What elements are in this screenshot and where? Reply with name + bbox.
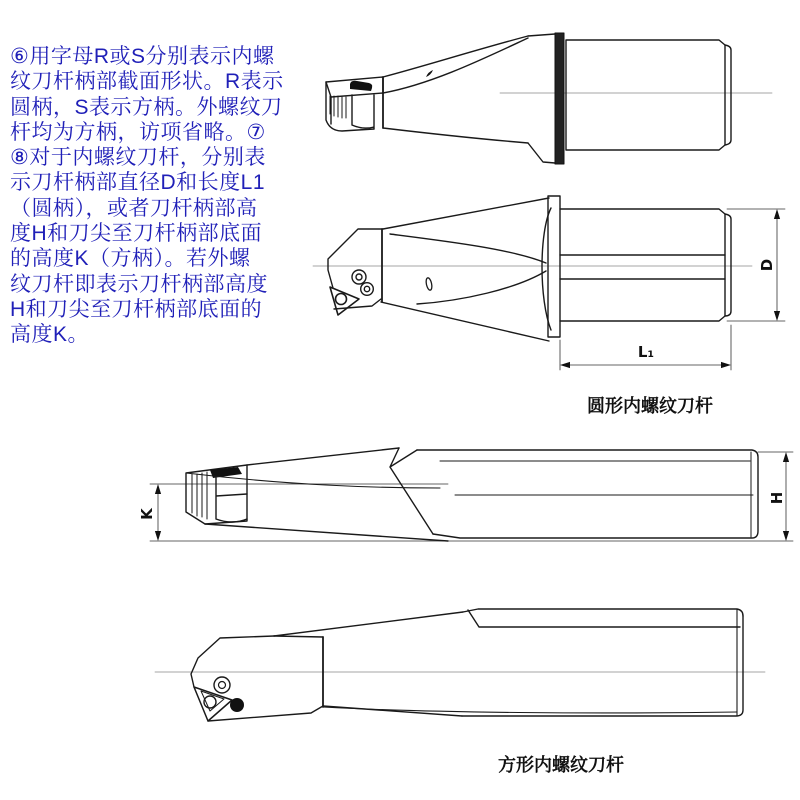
shank-right-bottom	[462, 616, 743, 716]
shank-outline	[560, 209, 725, 321]
shank-end-rim	[725, 214, 731, 316]
taper-curve	[383, 38, 528, 93]
flare-cone	[528, 34, 555, 163]
dim-label-L1: L₁	[637, 343, 655, 361]
taper-top	[383, 198, 549, 229]
head-serrations	[192, 472, 207, 519]
taper-bottom	[381, 302, 549, 341]
tool-head	[328, 229, 383, 288]
annotation-line: 杆均为方柄，访项省略。⑦	[10, 120, 266, 144]
flange-arc	[542, 208, 551, 330]
annotation-line: 纹刀杆即表示刀杆柄部高度	[10, 272, 268, 296]
dimension-D	[727, 209, 785, 321]
clamp-screw	[219, 682, 226, 689]
shank-bottom-back-edge	[323, 707, 737, 713]
figure-round-perspective	[326, 33, 772, 164]
cone-tangent	[390, 234, 546, 263]
taper-top	[247, 448, 399, 465]
annotation-line: 的高度K（方柄）。若外螺	[10, 247, 251, 271]
insert-pocket	[352, 95, 374, 129]
cone-tangent	[417, 271, 546, 304]
cutting-insert	[330, 287, 359, 315]
figure-round-side	[313, 196, 785, 416]
head-serrations	[330, 96, 346, 118]
clamp-screw	[352, 270, 366, 284]
insert-pocket	[216, 478, 247, 522]
taper-bottom	[205, 524, 448, 541]
annotation-line: 圆柄，S表示方柄。外螺纹刀	[10, 95, 283, 119]
dim-label-H: H	[768, 491, 786, 505]
annotation-line: 高度K。	[10, 323, 90, 347]
flange	[548, 196, 560, 337]
annotation-line: 示刀杆柄部直径D和长度L1	[10, 171, 266, 195]
annotation-line: 度H和刀尖至刀杆柄部底面	[10, 222, 263, 246]
annotation-line: （圆柄），或者刀杆柄部高	[10, 196, 258, 220]
annotation-line: H和刀尖至刀杆柄部底面的	[10, 297, 263, 321]
shank-outline	[566, 40, 725, 150]
insert-hole	[336, 294, 347, 305]
extension-line	[727, 209, 785, 321]
annotation-line: ⑧对于内螺纹刀杆，分别表	[10, 146, 266, 170]
clamp-pin	[230, 698, 244, 712]
caption-round: 圆形内螺纹刀杆	[587, 396, 713, 416]
surface-mark	[426, 70, 433, 77]
clamp-screw	[361, 283, 374, 296]
taper-bottom	[383, 128, 528, 143]
clamp-screw	[214, 677, 230, 693]
tool-head	[274, 636, 323, 637]
shank-chamfer-line	[468, 610, 740, 627]
dim-label-D: D	[758, 258, 776, 272]
clamp-screw	[356, 274, 362, 280]
figure-square-perspective	[138, 448, 793, 541]
shank-flat-lines	[560, 255, 725, 279]
annotation-line: 纹刀杆柄部截面形状。R表示	[10, 70, 284, 94]
figure-square-side	[155, 609, 765, 775]
tool-head	[191, 636, 274, 687]
shank-outline	[417, 450, 758, 538]
shank-end-rim	[725, 45, 731, 145]
cutting-insert	[350, 81, 372, 91]
flange	[555, 33, 564, 164]
caption-square: 方形内螺纹刀杆	[498, 755, 624, 775]
shank-top	[463, 609, 743, 616]
dim-label-K: K	[138, 508, 156, 520]
annotation-line: ⑥用字母R或S分别表示内螺	[10, 45, 275, 68]
clamp-screw	[364, 286, 369, 291]
body-slot	[425, 277, 433, 290]
transition-notch	[390, 448, 433, 534]
taper-top	[274, 612, 463, 636]
tool-head	[208, 706, 323, 721]
